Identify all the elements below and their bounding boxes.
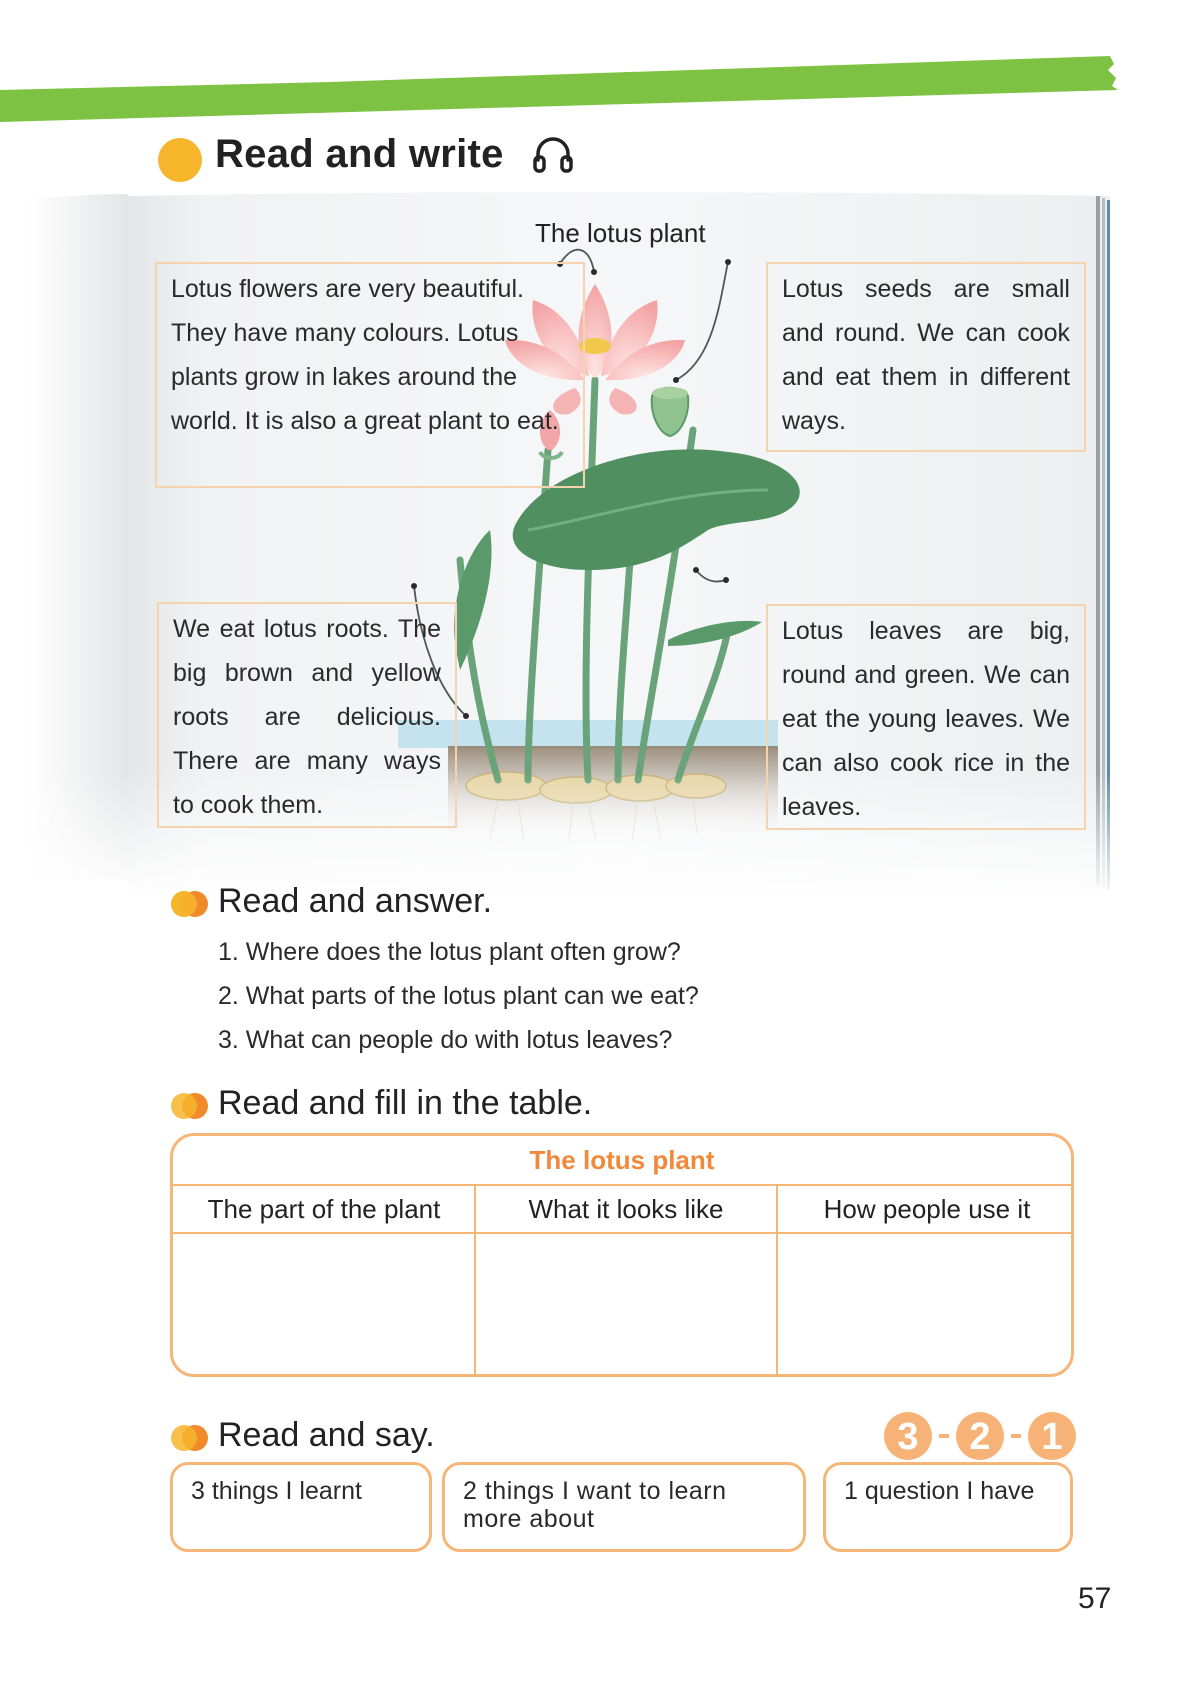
say-box-question[interactable]: 1 question I have <box>823 1462 1073 1552</box>
badge-number-1: 1 <box>1041 1416 1063 1458</box>
roots-text-box: We eat lotus roots. The big brown and yellow roots are delicious. There are many ways to cook them. <box>157 602 457 828</box>
read-answer-bullet <box>170 890 210 918</box>
page-number: 57 <box>1078 1582 1112 1615</box>
title-bullet <box>158 138 202 182</box>
table-divider <box>474 1184 476 1377</box>
reading-title: The lotus plant <box>535 218 706 248</box>
badge-number-2: 2 <box>969 1416 991 1458</box>
fill-table-bullet <box>170 1092 210 1120</box>
table-cell-part[interactable] <box>173 1234 475 1377</box>
table-header-use: How people use it <box>777 1184 1074 1234</box>
page-title: Read and write <box>215 132 504 176</box>
table-header-part: The part of the plant <box>173 1184 475 1234</box>
question-item: 2. What parts of the lotus plant can we eat? <box>218 982 699 1010</box>
say-box-want-to-learn[interactable]: 2 things I want to learn more about <box>442 1462 806 1552</box>
seeds-text-box: Lotus seeds are small and round. We can cook and eat them in different ways. <box>766 262 1086 452</box>
header-band <box>0 56 1190 126</box>
leaves-text-box: Lotus leaves are big, round and green. We can eat the young leaves. We can also cook rice in the leaves. <box>766 604 1086 830</box>
table-cell-looks[interactable] <box>475 1234 777 1377</box>
three-two-one-badge <box>882 1410 1078 1462</box>
question-list <box>218 930 699 1062</box>
table-divider <box>776 1184 778 1377</box>
table-title: The lotus plant <box>173 1136 1071 1186</box>
lotus-table <box>170 1133 1074 1377</box>
fill-table-title: Read and fill in the table. <box>218 1084 593 1122</box>
headphones-icon[interactable] <box>532 134 574 176</box>
read-say-bullet <box>170 1424 210 1452</box>
question-item: 3. What can people do with lotus leaves? <box>218 1026 673 1054</box>
read-answer-title: Read and answer. <box>218 882 493 920</box>
flowers-text-box: Lotus flowers are very beautiful. They have many colours. Lotus plants grow in lakes around the world. It is also a great plant to eat. <box>155 262 585 488</box>
say-box-learnt[interactable]: 3 things I learnt <box>170 1462 432 1552</box>
table-cell-use[interactable] <box>777 1234 1074 1377</box>
read-say-title: Read and say. <box>218 1416 435 1454</box>
question-item: 1. Where does the lotus plant often grow? <box>218 938 681 966</box>
badge-number-3: 3 <box>897 1416 919 1458</box>
table-header-looks: What it looks like <box>475 1184 777 1234</box>
